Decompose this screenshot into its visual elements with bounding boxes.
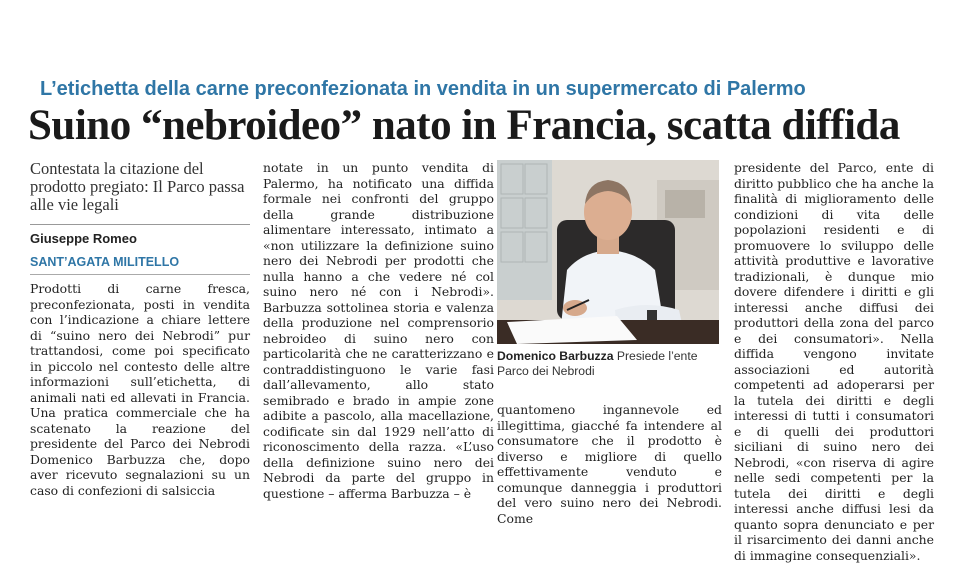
article-paragraph: Prodotti di carne fresca, preconfezionata, posti in vendita con l’indicazione a chiare lettere di “suino nero dei Nebrodi” pur trattandosi, come poi specificato in piccolo nel contesto delle altre informazioni sull’etichetta, di animali nati ed allevati in Francia. Una pratica commerciale che ha scatenato la reazione del presidente del Parco dei Nebrodi Domenico Barbuzza che, dopo aver ricevuto segnalazioni su un caso di confezioni di salsiccia [30,281,250,498]
column-2 [263,160,494,501]
column-1 [30,160,250,498]
divider [30,224,250,225]
article-headline: Suino “nebroideo” nato in Francia, scatta diffida [28,102,900,149]
article-byline: Giuseppe Romeo [30,231,137,246]
article-kicker: L’etichetta della carne preconfezionata in vendita in un supermercato di Palermo [40,78,806,100]
article-subhead: Contestata la citazione del prodotto pregiato: Il Parco passa alle vie legali [30,159,245,214]
caption-text: Presiede l’ente Parco dei Nebrodi [497,349,698,378]
column-3 [497,402,722,526]
article-photo [497,160,719,344]
caption-name: Domenico Barbuzza [497,349,614,363]
divider [30,274,250,275]
article-paragraph: notate in un punto vendita di Palermo, ha notificato una diffida formale nei confronti del gruppo della grande distribuzione alimentare interessato, intimato a «non utilizzare la definizione suino nero dei Nebrodi per prodotti che nulla hanno a che vedere né col suino nero né con i Nebrodi». Barbuzza sottolinea storia e valenza della produzione nel comprensorio nebroideo di suino nero con particolarità che ne caratterizzano e contraddistinguono le varie fasi dall’allevamento, allo stato semibrado e brado in ampie zone adibite a pascolo, alla macellazione, codificate sin dal 1929 nell’atto di riconoscimento della razza. «L’uso della definizione suino nero dei Nebrodi da parte del gruppo in questione – afferma Barbuzza – è [263,160,494,501]
article-dateline: SANT’AGATA MILITELLO [30,254,180,269]
article-paragraph: presidente del Parco, ente di diritto pubblico che ha anche la finalità di miglioramento delle condizioni di vita delle popolazioni residenti e di promuovere lo sviluppo delle attività produttive e lavorative tradizionali, è dunque mio dovere difendere i diritti e gli interessi anche diffusi dei produttori della zona del parco e dei consumatori». Nella diffida vengono invitate associazioni ed autorità competenti ad adoperarsi per la tutela dei diritti e degli interessi di tutti i consumatori e di quelli dei produttori siciliani di suino nero dei Nebrodi, «con riserva di agire nelle sedi competenti per la tutela dei diritti e degli interessi anche diffusi lesi da quanto sopra denunciato e per il risarcimento dei danni anche di immagine consequenziali». [734,160,934,563]
portrait-photo [497,160,719,344]
article-paragraph: quantomeno ingannevole ed illegittima, giacché fa intendere al consumatore che il prodotto è diverso e migliore di quello effettivamente venduto e comunque danneggia i produttori del vero suino nero dei Nebrodi. Come [497,402,722,526]
column-4 [734,160,934,563]
photo-caption [497,349,722,379]
